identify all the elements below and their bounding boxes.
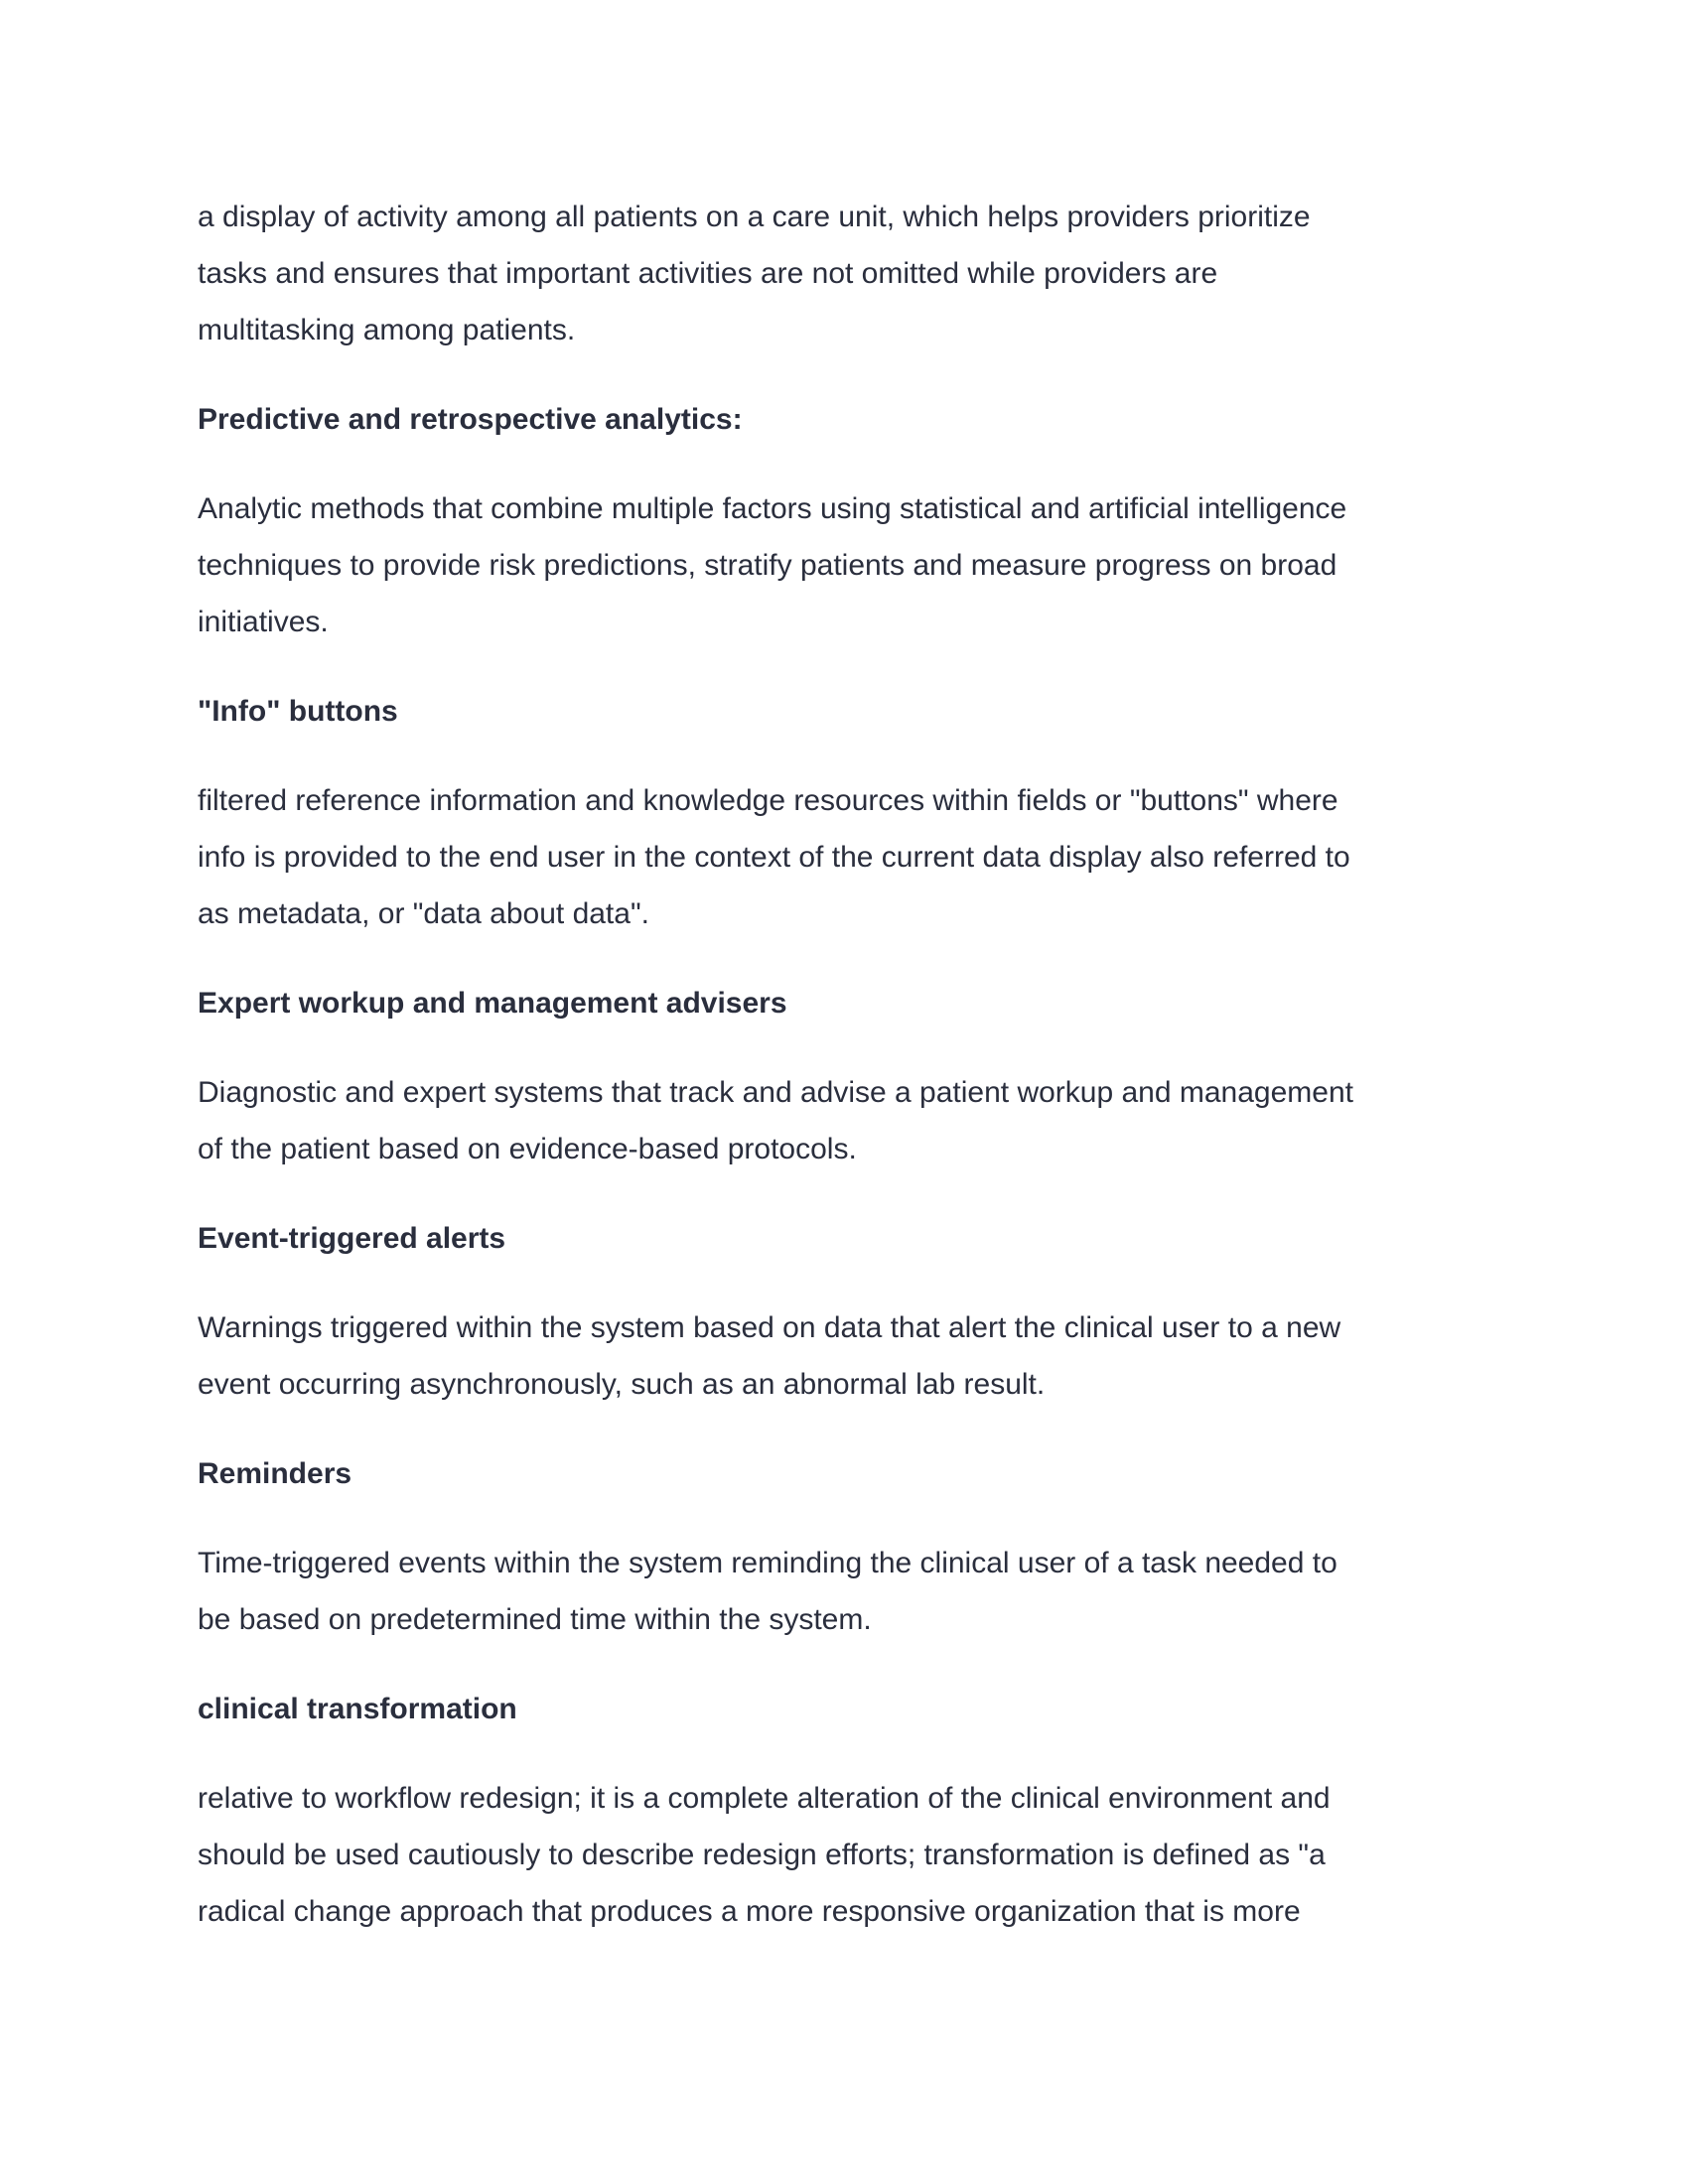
- text-line: techniques to provide risk predictions, stratify patients and measure progress on broad: [198, 549, 1337, 582]
- text-line: radical change approach that produces a more responsive organization that is more: [198, 1895, 1301, 1928]
- text-line: of the patient based on evidence-based protocols.: [198, 1133, 857, 1165]
- paragraph: [198, 1535, 1508, 1648]
- paragraph: [198, 1299, 1508, 1413]
- text-line: Analytic methods that combine multiple factors using statistical and artificial intelligence: [198, 492, 1347, 525]
- section-heading: Expert workup and management advisers: [198, 987, 787, 1020]
- text-line: tasks and ensures that important activities are not omitted while providers are: [198, 257, 1218, 290]
- section-heading: "Info" buttons: [198, 695, 398, 728]
- section-heading: Event-triggered alerts: [198, 1222, 506, 1255]
- section-heading: clinical transformation: [198, 1693, 517, 1725]
- text-line: initiatives.: [198, 606, 329, 638]
- text-line: Warnings triggered within the system based on data that alert the clinical user to a new: [198, 1311, 1341, 1344]
- paragraph: [198, 772, 1508, 942]
- text-line: multitasking among patients.: [198, 314, 576, 346]
- text-line: should be used cautiously to describe redesign efforts; transformation is defined as "a: [198, 1839, 1326, 1871]
- text-line: filtered reference information and knowledge resources within fields or "buttons" where: [198, 784, 1338, 817]
- paragraph: [198, 1770, 1508, 1940]
- document-body: [198, 189, 1508, 1973]
- text-line: a display of activity among all patients on a care unit, which helps providers prioritize: [198, 201, 1311, 233]
- text-line: info is provided to the end user in the context of the current data display also referred to: [198, 841, 1350, 874]
- paragraph: [198, 480, 1508, 650]
- text-line: be based on predetermined time within the system.: [198, 1603, 872, 1636]
- text-line: as metadata, or "data about data".: [198, 897, 649, 930]
- paragraph: [198, 189, 1508, 358]
- paragraph: [198, 1064, 1508, 1177]
- text-line: event occurring asynchronously, such as an abnormal lab result.: [198, 1368, 1046, 1401]
- text-line: relative to workflow redesign; it is a complete alteration of the clinical environment and: [198, 1782, 1331, 1815]
- text-line: Diagnostic and expert systems that track and advise a patient workup and management: [198, 1076, 1353, 1109]
- section-heading: Predictive and retrospective analytics:: [198, 403, 743, 436]
- section-heading: Reminders: [198, 1457, 352, 1490]
- text-line: Time-triggered events within the system reminding the clinical user of a task needed to: [198, 1547, 1337, 1579]
